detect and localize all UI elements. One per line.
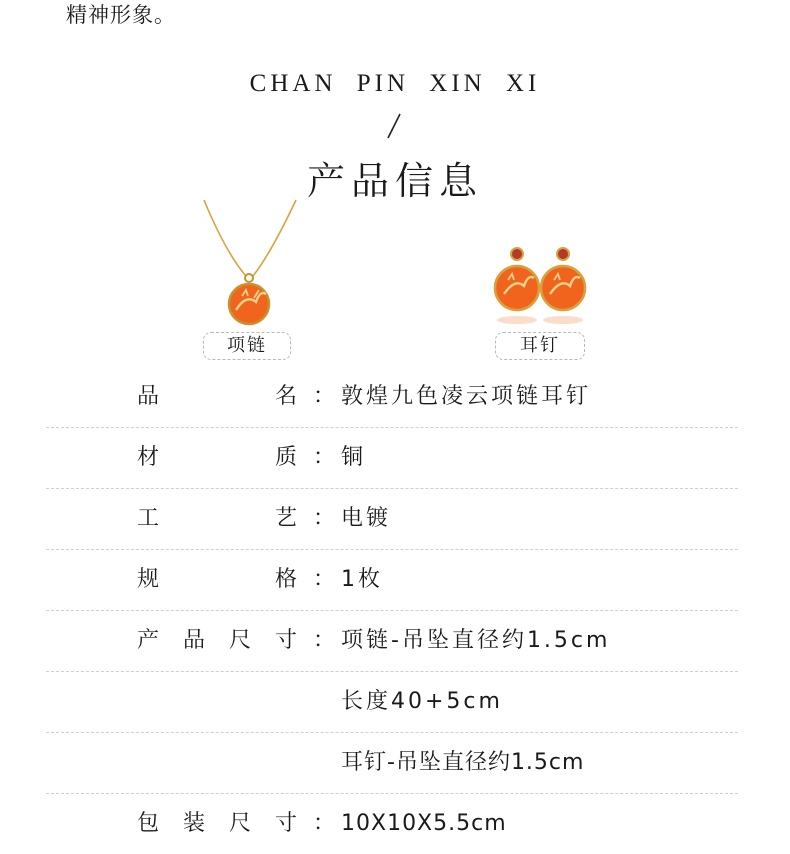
product-caption-earrings: 耳钉 bbox=[495, 332, 585, 360]
spec-value: 长度40+5cm bbox=[341, 689, 503, 714]
spec-colon bbox=[313, 732, 333, 793]
spec-row-product-size-length bbox=[46, 671, 738, 733]
spec-label: 品 名 bbox=[137, 384, 297, 409]
spec-colon: ： bbox=[313, 567, 336, 592]
necklace-icon bbox=[196, 198, 306, 328]
product-earrings bbox=[490, 240, 590, 363]
spec-row-material bbox=[46, 427, 738, 489]
spec-label: 材 质 bbox=[137, 445, 297, 470]
spec-colon: ： bbox=[313, 506, 336, 531]
spec-value: 1枚 bbox=[341, 567, 383, 592]
spec-colon: ： bbox=[313, 384, 336, 409]
spec-label: 工 艺 bbox=[137, 506, 297, 531]
spec-colon: ： bbox=[313, 811, 336, 836]
spec-colon: ： bbox=[313, 445, 336, 470]
heading-slash-divider bbox=[384, 112, 404, 140]
earrings-icon bbox=[490, 240, 590, 332]
section-heading-chinese: 产品信息 bbox=[306, 159, 483, 203]
spec-value: 项链-吊坠直径约1.5cm bbox=[341, 628, 611, 653]
spec-value: 电镀 bbox=[341, 506, 392, 531]
spec-row-product-size bbox=[46, 610, 738, 672]
spec-row-name bbox=[46, 366, 738, 428]
spec-row-product-size-earrings bbox=[46, 732, 738, 794]
spec-value: 铜 bbox=[341, 445, 367, 470]
spec-colon: ： bbox=[313, 628, 336, 653]
spec-value: 10X10X5.5cm bbox=[341, 811, 507, 836]
spec-label: 包装尺寸 bbox=[137, 811, 297, 836]
spec-row-craft bbox=[46, 488, 738, 550]
spec-colon bbox=[313, 671, 333, 732]
spec-value: 敦煌九色凌云项链耳钉 bbox=[341, 384, 592, 409]
product-necklace bbox=[196, 198, 306, 363]
section-heading-english: CHAN PIN XIN XI bbox=[249, 70, 541, 97]
spec-label: 规 格 bbox=[137, 567, 297, 592]
intro-text-tail: 精神形象。 bbox=[66, 3, 176, 27]
spec-value: 耳钉-吊坠直径约1.5cm bbox=[341, 750, 585, 775]
product-caption-necklace: 项链 bbox=[203, 332, 291, 360]
spec-label: 产品尺寸 bbox=[137, 628, 297, 653]
spec-label bbox=[137, 732, 297, 793]
spec-label bbox=[137, 671, 297, 732]
spec-row-spec bbox=[46, 549, 738, 611]
spec-row-package-size bbox=[46, 793, 738, 854]
